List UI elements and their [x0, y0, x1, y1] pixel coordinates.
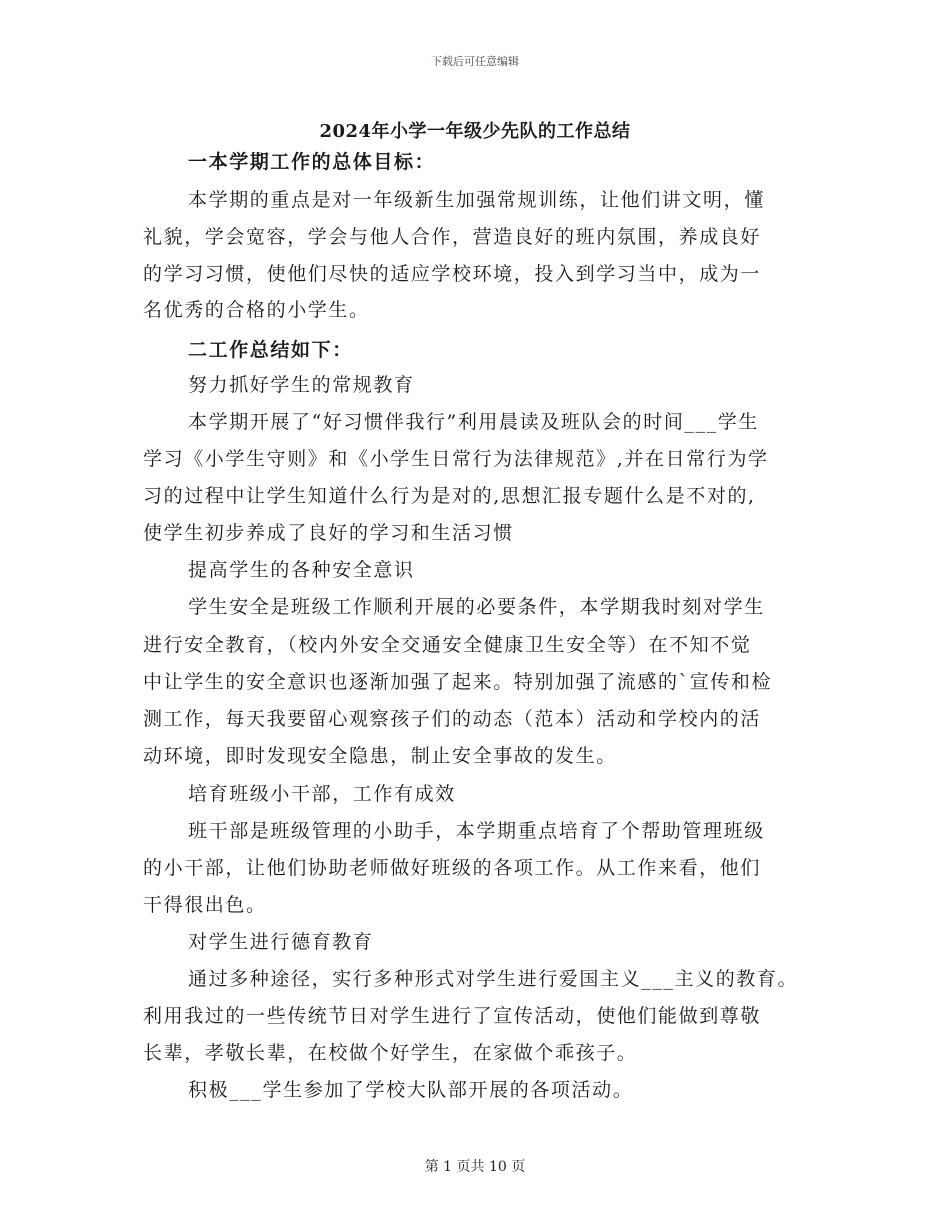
paragraph-line: 班干部是班级管理的小助手，本学期重点培育了个帮助管理班级: [188, 820, 765, 842]
paragraph-line: 进行安全教育，（校内外安全交通安全健康卫生安全等）在不知不觉: [143, 634, 752, 656]
paragraph-line: 本学期开展了“好习惯伴我行”利用晨读及班队会的时间___学生: [188, 411, 759, 433]
paragraph-line: 使学生初步养成了良好的学习和生活习惯: [143, 522, 514, 544]
subheading: 努力抓好学生的常规教育: [188, 374, 415, 396]
paragraph-line: 习的过程中让学生知道什么行为是对的,思想汇报专题什么是不对的,: [143, 485, 756, 507]
paragraph-line: 礼貌，学会宽容，学会与他人合作，营造良好的班内氛围，养成良好: [143, 226, 762, 248]
paragraph-line: 测工作，每天我要留心观察孩子们的动态（范本）活动和学校内的活: [143, 708, 762, 730]
paragraph-line: 利用我过的一些传统节日对学生进行了宣传活动，使他们能做到尊敬: [143, 1005, 762, 1027]
paragraph-line: 名优秀的合格的小学生。: [143, 299, 370, 321]
paragraph-line: 动环境，即时发现安全隐患，制止安全事故的发生。: [143, 745, 617, 767]
section-heading-summary: 二工作总结如下：: [188, 339, 353, 361]
paragraph-line: 中让学生的安全意识也逐渐加强了起来。特别加强了流感的`宣传和检: [143, 671, 773, 693]
document-title: 2024年小学一年级少先队的工作总结: [319, 121, 631, 142]
paragraph-line: 长辈，孝敬长辈，在校做个好学生，在家做个乖孩子。: [143, 1042, 638, 1064]
paragraph-line: 干得很出色。: [143, 894, 267, 916]
paragraph-line: 本学期的重点是对一年级新生加强常规训练，让他们讲文明，懂: [188, 189, 765, 211]
paragraph-line: 积极___学生参加了学校大队部开展的各项活动。: [188, 1079, 634, 1101]
header-note: 下载后可任意编辑: [431, 55, 519, 68]
subheading: 对学生进行德育教育: [188, 931, 374, 953]
section-heading-goals: 一本学期工作的总体目标：: [188, 151, 436, 173]
paragraph-line: 的小干部，让他们协助老师做好班级的各项工作。从工作来看，他们: [143, 857, 762, 879]
subheading: 培育班级小干部，工作有成效: [188, 783, 456, 805]
paragraph-line: 的学习习惯，使他们尽快的适应学校环境，投入到学习当中，成为一: [143, 263, 762, 285]
subheading: 提高学生的各种安全意识: [188, 559, 415, 581]
paragraph-line: 学生安全是班级工作顺利开展的必要条件，本学期我时刻对学生: [188, 596, 765, 618]
paragraph-line: 学习《小学生守则》和《小学生日常行为法律规范》,并在日常行为学: [143, 448, 769, 470]
page-footer: 第 1 页共 10 页: [424, 1159, 526, 1175]
paragraph-line: 通过多种途径，实行多种形式对学生进行爱国主义___主义的教育。: [188, 968, 799, 990]
